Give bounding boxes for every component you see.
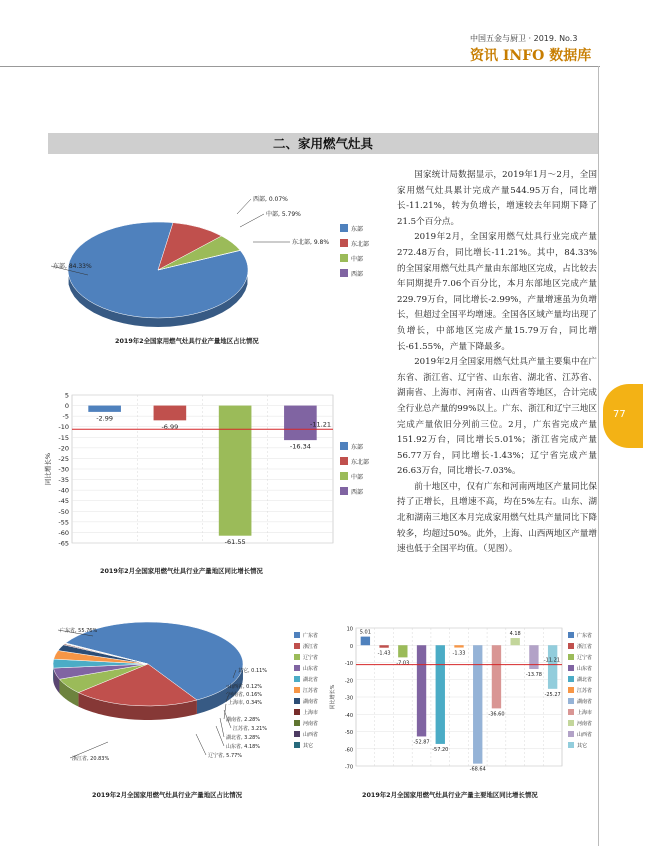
- legend-label: 山西省: [303, 732, 319, 738]
- province-share-pie-chart: [48, 622, 328, 772]
- region-growth-bar-chart: [44, 388, 388, 558]
- y-tick-label: -60: [344, 747, 353, 754]
- legend-swatch: [340, 487, 348, 495]
- legend-swatch: [568, 665, 574, 671]
- legend-swatch: [568, 698, 574, 704]
- province-growth-bar-chart: [332, 622, 598, 772]
- pie-data-label: 湖南省, 2.28%: [226, 717, 261, 723]
- y-tick-label: -25: [58, 454, 69, 463]
- bar: [529, 645, 538, 669]
- y-tick-label: -30: [58, 465, 69, 474]
- pie-leader-line: [216, 726, 224, 746]
- legend-label: 浙江省: [577, 644, 593, 650]
- legend-swatch: [340, 457, 348, 465]
- legend-swatch: [294, 654, 300, 660]
- y-tick-label: -5: [62, 412, 69, 421]
- pie-data-label: 东部, 84.33%: [53, 263, 92, 270]
- legend-swatch: [294, 731, 300, 737]
- legend-swatch: [340, 239, 348, 247]
- legend-swatch: [568, 687, 574, 693]
- legend-swatch: [294, 643, 300, 649]
- bar-value-label: -36.60: [488, 711, 505, 718]
- legend-swatch: [340, 224, 348, 232]
- y-tick-label: 10: [346, 626, 353, 633]
- pie-leader-line: [220, 718, 224, 737]
- pie-leader-line: [237, 199, 251, 214]
- legend-label: 山东省: [577, 666, 593, 672]
- article-paragraph: 国家统计局数据显示，2019年1月～2月，全国家用燃气灶具累计完成产量544.95万台，同比增长-11.21%，转为负增长，增速较去年同期下降了21.5个百分点。: [397, 170, 597, 227]
- legend-label: 河南省: [577, 721, 593, 727]
- article-paragraph: 2019年2月全国家用燃气灶具产量主要集中在广东省、浙江省、辽宁省、山东省、湖北省、江苏省、湖南省、上海市、河南省、山西省等地区，合计完成全行业总产量的99%以上。广东、浙江和辽宁三地区完成产量依旧分列前三位。2月，广东省完成产量151.92万台，同比增长5.01%；浙江省完成产量56.77万台，同比增长-1.43%；辽宁省完成产量26.63万台，同比增长-7.03%。: [397, 357, 597, 477]
- y-tick-label: 0: [349, 643, 353, 650]
- y-tick-label: -20: [58, 444, 69, 453]
- chart-caption: 2019年2月全国家用燃气灶具行业产量地区同比增长情况: [100, 567, 263, 575]
- pie-data-label: 东北部, 9.8%: [292, 239, 330, 246]
- legend-label: 湖南省: [303, 699, 319, 705]
- y-axis-label: 同比增长%: [330, 684, 336, 710]
- reference-value-label: -11.21: [543, 657, 560, 664]
- y-tick-label: 0: [64, 402, 69, 411]
- legend-swatch: [568, 643, 574, 649]
- legend-label: 江苏省: [577, 688, 593, 694]
- legend-swatch: [294, 665, 300, 671]
- legend-label: 东部: [351, 226, 364, 233]
- legend-label: 广东省: [577, 633, 593, 639]
- legend-label: 上海市: [577, 710, 593, 716]
- chart-caption: 2019年2月全国家用燃气灶具行业产量主要地区同比增长情况: [362, 791, 538, 799]
- y-tick-label: -65: [58, 539, 69, 548]
- legend-swatch: [568, 742, 574, 748]
- reference-value-label: -11.21: [310, 420, 331, 429]
- chart-caption: 2019年2全国家用燃气灶具行业产量地区占比情况: [115, 337, 259, 345]
- y-tick-label: -50: [344, 730, 353, 736]
- legend-swatch: [340, 472, 348, 480]
- y-tick-label: -40: [344, 712, 353, 719]
- y-tick-label: -30: [344, 695, 353, 702]
- legend-swatch: [340, 254, 348, 262]
- bar-value-label: -6.99: [161, 422, 179, 431]
- legend-label: 山东省: [303, 666, 319, 672]
- article-paragraph: 前十地区中，仅有广东和河南两地区产量同比保持了正增长，且增速不高，均在5%左右。山东、湖北和湖南三地区本月完成家用燃气灶具产量同比下降较多，均超过50%。此外，上海、山西两地区产量增速也低于全国平均值。（见图）。: [397, 481, 597, 555]
- section-title: 二、家用燃气灶具: [48, 133, 598, 154]
- bar-value-label: -13.78: [525, 672, 542, 679]
- legend-swatch: [294, 709, 300, 715]
- legend-swatch: [568, 731, 574, 737]
- legend-label: 浙江省: [303, 644, 319, 650]
- legend-swatch: [568, 720, 574, 726]
- legend-swatch: [568, 709, 574, 715]
- pie-data-label: 浙江省, 20.83%: [72, 756, 110, 762]
- bar: [379, 645, 388, 647]
- section-header: 资讯 INFO 数据库: [470, 48, 592, 64]
- page-tab: [603, 384, 643, 448]
- bar: [88, 406, 121, 412]
- pie-data-label: 辽宁省, 5.77%: [208, 753, 243, 759]
- pie-data-label: 广东省, 55.76%: [60, 628, 98, 634]
- region-share-pie-chart: [48, 180, 388, 340]
- bar-value-label: -7.03: [396, 660, 410, 667]
- y-tick-label: -40: [58, 486, 69, 495]
- bar: [473, 645, 482, 763]
- y-axis-label: 同比增长%: [44, 452, 52, 486]
- legend-swatch: [340, 269, 348, 277]
- legend-swatch: [294, 687, 300, 693]
- bar: [154, 406, 187, 421]
- pie-data-label: 山东省, 4.18%: [226, 744, 261, 750]
- y-tick-label: -60: [58, 528, 69, 537]
- article-body: [397, 168, 597, 558]
- bar-value-label: 4.18: [509, 631, 521, 638]
- y-tick-label: -10: [58, 423, 69, 432]
- y-tick-label: -50: [58, 507, 69, 516]
- y-tick-label: -20: [344, 678, 353, 685]
- bar: [436, 645, 445, 744]
- bar: [219, 406, 252, 536]
- bar-value-label: -61.55: [224, 538, 246, 547]
- legend-label: 中部: [351, 256, 364, 263]
- legend-label: 其它: [577, 743, 588, 749]
- bar: [511, 638, 520, 645]
- legend-swatch: [294, 676, 300, 682]
- bar-value-label: -57.20: [432, 746, 449, 753]
- y-tick-label: -10: [344, 661, 353, 667]
- y-tick-label: -45: [58, 497, 69, 506]
- bar: [454, 645, 463, 647]
- legend-label: 江苏省: [303, 688, 319, 694]
- legend-label: 中部: [351, 474, 364, 481]
- legend-label: 广东省: [303, 633, 319, 639]
- pie-leader-line: [240, 214, 264, 227]
- pie-data-label: 山西省, 0.12%: [228, 684, 263, 690]
- bar-value-label: -68.64: [469, 766, 486, 773]
- y-tick-label: -70: [344, 764, 353, 771]
- pie-leader-line: [196, 734, 206, 755]
- legend-label: 其它: [303, 743, 314, 749]
- legend-label: 东北部: [351, 241, 370, 248]
- legend-label: 辽宁省: [577, 655, 593, 661]
- legend-label: 湖北省: [577, 677, 593, 683]
- chart-caption: 2019年2月全国家用燃气灶具行业产量地区占比情况: [92, 791, 243, 799]
- article-paragraph: 2019年2月，全国家用燃气灶具行业完成产量272.48万台，同比增长-11.21%。其中，84.33%的全国家用燃气灶具产量由东部地区完成，占比较去年同期提升7.06个百分比，本月东部地区完成产量229.79万台，同比增长-2.99%，产量增速虽为负增长，但超过全国平均增速。全国各区域产量均出现了负增长，中部地区完成产量15.79万台，同比增长-61.55%，产量下降最多。: [397, 232, 597, 352]
- bar: [417, 645, 426, 736]
- legend-label: 辽宁省: [303, 655, 319, 661]
- legend-swatch: [568, 676, 574, 682]
- margin-divider: [598, 66, 599, 846]
- legend-swatch: [568, 632, 574, 638]
- bar: [492, 645, 501, 708]
- pie-data-label: 湖北省, 3.28%: [226, 735, 261, 741]
- bar-value-label: -52.87: [413, 739, 430, 746]
- pie-data-label: 江苏省, 3.21%: [233, 726, 268, 732]
- legend-label: 湖南省: [577, 699, 593, 705]
- bar-value-label: -16.34: [289, 442, 311, 451]
- pie-data-label: 上海市, 0.34%: [228, 700, 263, 706]
- y-tick-label: -15: [58, 433, 69, 442]
- bar: [548, 645, 557, 689]
- bar-value-label: -25.27: [544, 691, 561, 698]
- bar-value-label: 5.01: [359, 629, 371, 636]
- y-tick-label: -55: [58, 518, 69, 527]
- legend-swatch: [294, 632, 300, 638]
- bar: [361, 637, 370, 646]
- pie-data-label: 其它, 0.11%: [238, 668, 268, 674]
- legend-swatch: [294, 698, 300, 704]
- pie-data-label: 中部, 5.79%: [266, 211, 301, 218]
- legend-label: 东部: [351, 444, 364, 451]
- legend-label: 湖北省: [303, 677, 319, 683]
- legend-swatch: [294, 742, 300, 748]
- legend-label: 西部: [351, 271, 364, 278]
- legend-label: 上海市: [303, 710, 319, 716]
- bar-value-label: -1.43: [377, 650, 391, 657]
- legend-label: 西部: [351, 489, 364, 496]
- legend-label: 东北部: [351, 459, 370, 466]
- bar-value-label: -2.99: [96, 414, 114, 423]
- header-divider: [0, 66, 600, 67]
- legend-swatch: [568, 654, 574, 660]
- y-tick-label: -35: [58, 476, 69, 485]
- page-number: 77: [613, 409, 626, 420]
- legend-swatch: [294, 720, 300, 726]
- legend-label: 河南省: [303, 721, 319, 727]
- pie-data-label: 西部, 0.07%: [253, 196, 288, 203]
- journal-header: 中国五金与厨卫 · 2019. No.3: [470, 34, 578, 43]
- bar-value-label: -1.33: [452, 650, 466, 657]
- bar: [398, 645, 407, 657]
- legend-label: 山西省: [577, 732, 593, 738]
- pie-data-label: 河南省, 0.16%: [228, 692, 263, 698]
- y-tick-label: 5: [64, 391, 69, 400]
- legend-swatch: [340, 442, 348, 450]
